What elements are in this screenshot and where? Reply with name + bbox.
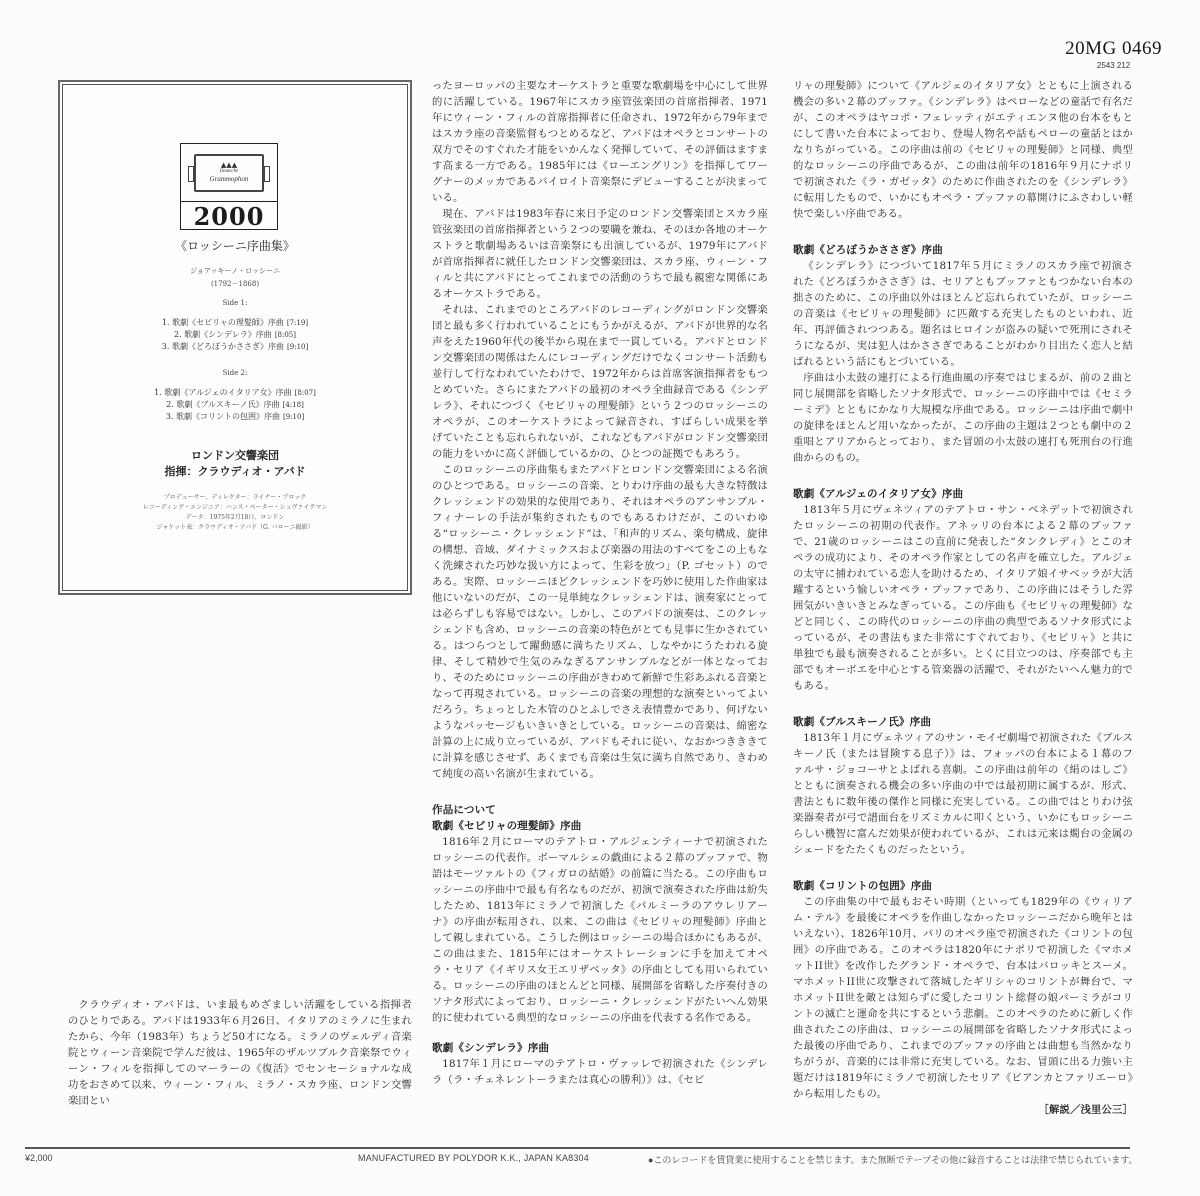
track-item: 3. 歌劇《コリントの包囲》序曲 [9:10] xyxy=(165,412,305,421)
paragraph: ったヨーロッパの主要なオーケストラと重要な歌劇場を中心にして世界的に活躍している。1967年にスカラ座管弦楽団の首席指揮者、1971年にウィーン・フィルの首席指揮者に任命され、1972年から79年まではスカラ座の音楽監督もつとめるなど、アバドはオペラとコンサートの双方でそのすぐれた才能をいかんなく発揮していて、その評価はますます高まる一方である。1985年には《ローエングリン》を指揮してワーグナーのメッカであるバイロイト音楽祭にデビューすることが決まっている。 xyxy=(432,80,768,204)
catalog-number: 20MG 0469 xyxy=(1065,38,1162,59)
liner-notes-column-middle xyxy=(432,78,768,1088)
manufacturer-label: MANUFACTURED BY POLYDOR K.K., JAPAN KA8304 xyxy=(358,1153,589,1163)
track-item: 2. 歌劇《ブルスキーノ氏》序曲 [4:18] xyxy=(166,400,304,409)
conductor-name: 指揮：クラウディオ・アバド xyxy=(164,465,306,478)
liner-notes-column-left xyxy=(68,997,412,1109)
track-item: 2. 歌劇《シンデレラ》序曲 [8:05] xyxy=(173,330,296,339)
side-1-label: Side 1: xyxy=(222,299,248,307)
work-description: この序曲集の中で最もおそい時期（といっても1829年の《ウィリアム・テル》を最後にオペラを作曲しなかったロッシーニだから晩年とはいえない）、1826年10月、パリのオペラ座で初演された《コリントの包囲》の序曲である。このオペラは1820年にナポリで初演した《マホメットII世》を改作したグランド・オペラで、台本はバロッキとスーメ。マホメットII世に攻撃されて落城したギリシャのコリントが舞台で、マホメットII世を敵とは知らずに愛したコリント総督の娘パーミラがコリントの滅亡と運命を共にするという悲劇。このオペラのために新しく作曲されたこの序曲は、ロッシーニの展開部を省略したソナタ形式によった最後の序曲であり、これまでのブッファの序曲とは曲想も当然かなりちがうが、音楽的には非常に充実している。なお、冒頭に出る力強い主題だけは1819年にミラノで初演したセリア《ビアンカとファリエーロ》から転用したもの。 xyxy=(793,896,1133,1100)
work-description-continued: リャの理髪師》について《アルジェのイタリア女》とともに上演される機会の多い２幕のブッファ。《シンデレラ》はペローなどの童話で有名だが、このオペラはヤコポ・フェレッティがエティエンヌ他の台本をもとにして書いた台本によっており、登場人物名や話もペローの童話とはかなりちがっている。この序曲は前の《セビリャの理髪師》と同様、典型的なロッシーニの序曲であるが、この曲は前年の1816年９月にナポリで初演された《ラ・ガゼッタ》のために作曲されたのを《シンデレラ》に転用したもので、いかにもオペラ・ブッファの幕開けにふさわしい軽快で楽しい序曲である。 xyxy=(793,80,1133,220)
work-description: 《シンデレラ》につづいて1817年５月にミラノのスカラ座で初演された《どろぼうかささぎ》は、セリアともブッファともつかない台本の拙さのために、この序曲以外はほとんど忘れられていたが、ロッシーニの音楽は《セビリャの理髪師》に匹敵する充実したものといわれ、近年、再評価されつつある。題名はヒロインが盗みの疑いで死刑にされそうになるが、実は犯人はかささぎであることがわかり目出たく恋人と結ばれるという話にもとづいている。 xyxy=(793,260,1133,368)
work-heading: 歌劇《アルジェのイタリア女》序曲 xyxy=(793,488,964,500)
work-heading: 歌劇《シンデレラ》序曲 xyxy=(432,1042,550,1054)
credit-line: データ：1975年2月18日、ロンドン xyxy=(185,514,285,521)
credit-line: ジャケット表：クラウディオ・アバド（G. バローニ撮影） xyxy=(156,524,314,531)
side-1-tracklist xyxy=(63,317,407,353)
credit-line: レコーディング・エンジニア：ハンス・ペーター・シュヴァイクマン xyxy=(142,504,328,511)
work-heading: 歌劇《コリントの包囲》序曲 xyxy=(793,880,933,892)
work-description: 1817年１月にローマのテアトロ・ヴァッレで初演された《シンデレラ（ラ・チェネレントーラまたは真心の勝利）》は、《セビ xyxy=(432,1058,768,1086)
track-item: 1. 歌劇《セビリャの理髪師》序曲 [7:19] xyxy=(161,318,309,327)
composer-name: ジョアッキーノ・ロッシーニ xyxy=(189,267,281,275)
liner-notes-column-right xyxy=(793,78,1133,1118)
author-credit: ［解説／浅里公三］ xyxy=(1038,1104,1133,1116)
footer-divider xyxy=(25,1147,1130,1149)
credit-line: プロデューサー、ディレクター：ライナー・ブロック xyxy=(163,494,307,501)
performers-block xyxy=(63,448,407,480)
dg-2000-logo xyxy=(180,143,278,230)
catalog-sub-number: 2543 212 xyxy=(1096,61,1131,70)
section-heading-works: 作品について xyxy=(432,804,496,816)
composer-block xyxy=(63,265,407,291)
tulip-icon: ▲▲▲ xyxy=(220,161,238,169)
track-item: 3. 歌劇《どろぼうかささぎ》序曲 [9:10] xyxy=(161,342,309,351)
logo-brand-line1: Deutsche xyxy=(219,169,239,174)
work-description: 序曲は小太鼓の連打による行進曲風の序奏ではじまるが、前の２曲と同じ展開部を省略したソナタ形式で、ロッシーニの序曲中では《セミラーミデ》とともにかなり大規模な序曲である。ロッシーニは序曲で劇中の旋律をほとんど用いなかったが、この序曲の主題は２つとも劇中の２重唱とアリアからとっており、また冒頭の小太鼓の連打も死刑台の行進曲からのもの。 xyxy=(793,372,1133,464)
catalog-number-block xyxy=(1065,38,1162,70)
paragraph: それは、これまでのところアバドのレコーディングがロンドン交響楽団と最も多く行われていることにもうかがえるが、アバドが世界的な名声をえた1960年代の後半から現在まで一貫している。アバドとロンドン交響楽団の関係はたんにレコーディングだけでなくコンサート活動も並行して行なわれていたわけで、1972年からは首席客演指揮者をもつとめていた。さらにまたアバドの最初のオペラ全曲録音である《シンデレラ》、それにつづく《セビリャの理髪師》という２つのロッシーニのオペラが、このオーケストラによって録音され、すばらしい成果を挙げていたことも忘れられないが、これなどもアバドがロンドン交響楽団の能力をいかに高く評価しているかの、ひとつの証拠でもあろう。 xyxy=(432,304,768,460)
orchestra-name: ロンドン交響楽団 xyxy=(191,449,279,462)
paragraph: このロッシーニの序曲集もまたアバドとロンドン交響楽団による名演のひとつである。ロッシーニの音楽、とりわけ序曲の最も大きな特徴はクレッシェンドの効果的な使用であり、それはオペラのアンサンブル・フィナーレの手法が集約されたものでもあるわけだが、このいわゆる“ロッシーニ・クレッシェンド”は、「和声的リズム、楽句構成、旋律の構想、音域、ダイナミックスおよび楽器の用法のすべてをこの上もなく洗練された巧妙な扱い方によって、生彩を放つ」（P. ゴセット）のである。実際、ロッシーニほどクレッシェンドを巧妙に使用した作曲家は他にいないのだが、この一見単純なクレッシェンドは、演奏家にとっては必らずしも容易ではない。しかし、このアバドの演奏は、このクレッシェンドも含め、ロッシーニの音楽の特色がとても見事に生かされている。はつらつとして躍動感に満ちたリズム、しなやかにうたわれる旋律、そして精妙で生気のみなぎるアンサンブルなどが一体となっており、そのためにロッシーニの序曲がきわめて新鮮で生彩あふれる音楽となって再現されている。ロッシーニの音楽の理想的な演奏といってよいだろう。ちょっとした木管のひとふしでさえ表情豊かであり、何げないようなパッセージもいきいきとしている。ロッシーニの音楽は、綿密な計算の上に成り立っているが、アバドもそれに従い、なおかつきききてに計算を感じさせず、あくまでも音楽は生気に満ち自然であり、きわめて純度の高い名演が生まれている。 xyxy=(432,464,768,780)
work-description: 1813年１月にヴェネツィアのサン・モイゼ劇場で初演された《ブルスキーノ氏（または冒険する息子）》は、フォッパの台本による１幕のファルサ・ジョコーサとよばれる喜劇。この序曲は前年の《絹のはしご》とともに演奏される機会の多い序曲の中では最初期に属するが、形式、書法ともに数年後の傑作と同様に充実している。この曲ではとりわけ弦楽器奏者が弓で譜面台をリズミカルに叩くという、いかにもロッシーニらしい機智に富んだ効果が使われているが、これは元来は燭台の金属のシェードをたたくものだったという。 xyxy=(793,732,1133,856)
logo-cartouche xyxy=(194,154,264,192)
album-info-box xyxy=(62,84,408,591)
series-label: 2000 xyxy=(193,201,265,231)
work-heading: 歌劇《どろぼうかささぎ》序曲 xyxy=(793,244,943,256)
side-2-label: Side 2: xyxy=(222,369,248,377)
work-heading: 歌劇《ブルスキーノ氏》序曲 xyxy=(793,716,932,728)
side-2-tracklist xyxy=(63,387,407,423)
production-credits xyxy=(63,493,407,533)
price-label: ¥2,000 xyxy=(25,1153,53,1163)
work-description: 1813年５月にヴェネツィアのテアトロ・サン・ベネデットで初演されたロッシーニの初期の代表作。アネッリの台本による２幕のブッファで、21歳のロッシーニはこの直前に発表した“タンクレディ》とこのオペラの成功により、そのオペラ作家としての名声を確立した。アルジェの太守に捕われている恋人を助けるため、イタリア娘イサベッラが大活躍するという愉しいオペラ・ブッファであり、この序曲にはそうした雰囲気がいきいきとみなぎっている。この序曲も《セビリャの理髪師》などと同じく、この時代のロッシーニの序曲の典型であるソナタ形式によっているが、その書法もまた非常にすぐれており、《セビリャ》と共に単独でも最も演奏されることが多い。とくに目立つのは、序奏部でも主部でもオーボエを中心とする管楽器の活躍で、それがたいへん魅力的でもある。 xyxy=(793,504,1133,692)
work-description: 1816年２月にローマのテアトロ・アルジェンティーナで初演されたロッシーニの代表作。ボーマルシェの戯曲による２幕のブッファで、物語はモーツァルトの《フィガロの結婚》の前篇に当たる。この序曲もロッシーニの序曲中で最も有名なものだが、初演で演奏された序曲は紛失したため、1813年にミラノで初演した《パルミーラのアウレリアーナ》の序曲が転用され、以来、この曲は《セビリャの理髪師》序曲として親しまれている。こうした例はロッシーニの場合ほかにもあるが、この曲はまた、1815年にはオーケストレーションに手を加えてオペラ・セリア《イギリス女王エリザベッタ》の序曲としても用いられている。ロッシーニの序曲のほとんどと同様、展開部を省略した序奏付きのソナタ形式によっており、ロッシーニ・クレッシェンドがたいへん効果的に使われている典型的なロッシーニの序曲を代表する名作である。 xyxy=(432,836,768,1024)
logo-brand-line2: Grammophon xyxy=(209,175,249,183)
track-item: 1. 歌劇《アルジェのイタリア女》序曲 [8:07] xyxy=(154,388,316,397)
copyright-notice: ●このレコードを賃貸業に使用することを禁じます。また無断でテープその他に録音することは法律で禁じられています。 xyxy=(648,1155,1138,1165)
work-heading: 歌劇《セビリャの理髪師》序曲 xyxy=(432,820,582,832)
paragraph: 現在、アバドは1983年春に来日予定のロンドン交響楽団とスカラ座管弦楽団の首席指揮者という２つの要職を兼ね、そのほか各地のオーケストラと歌劇場あるいは音楽祭にも出演しているが、1979年にアバドが首席指揮者に就任したロンドン交響楽団は、スカラ座、ウィーン・フィルと共にアバドにとってこれまでの活動のうちで最も親密な関係にあるオーケストラである。 xyxy=(432,208,768,300)
composer-years: (1792－1868) xyxy=(210,280,260,288)
album-title: 《ロッシーニ序曲集》 xyxy=(175,239,295,253)
paragraph: クラウディオ・アバドは、いま最もめざましい活躍をしている指揮者のひとりである。アバドは1933年６月26日、イタリアのミラノに生まれたから、今年（1983年）ちょうど50才になる。ミラノのヴェルディ音楽院とウィーン音楽院で学んだ彼は、1965年のザルツブルク音楽祭でウィーン・フィルを指揮してのマーラーの《復活》でセンセーショナルな成功をおさめて以来、ウィーン・フィル、ミラノ・スカラ座、ロンドン交響楽団とい xyxy=(68,999,412,1107)
logo-frame xyxy=(181,144,277,202)
